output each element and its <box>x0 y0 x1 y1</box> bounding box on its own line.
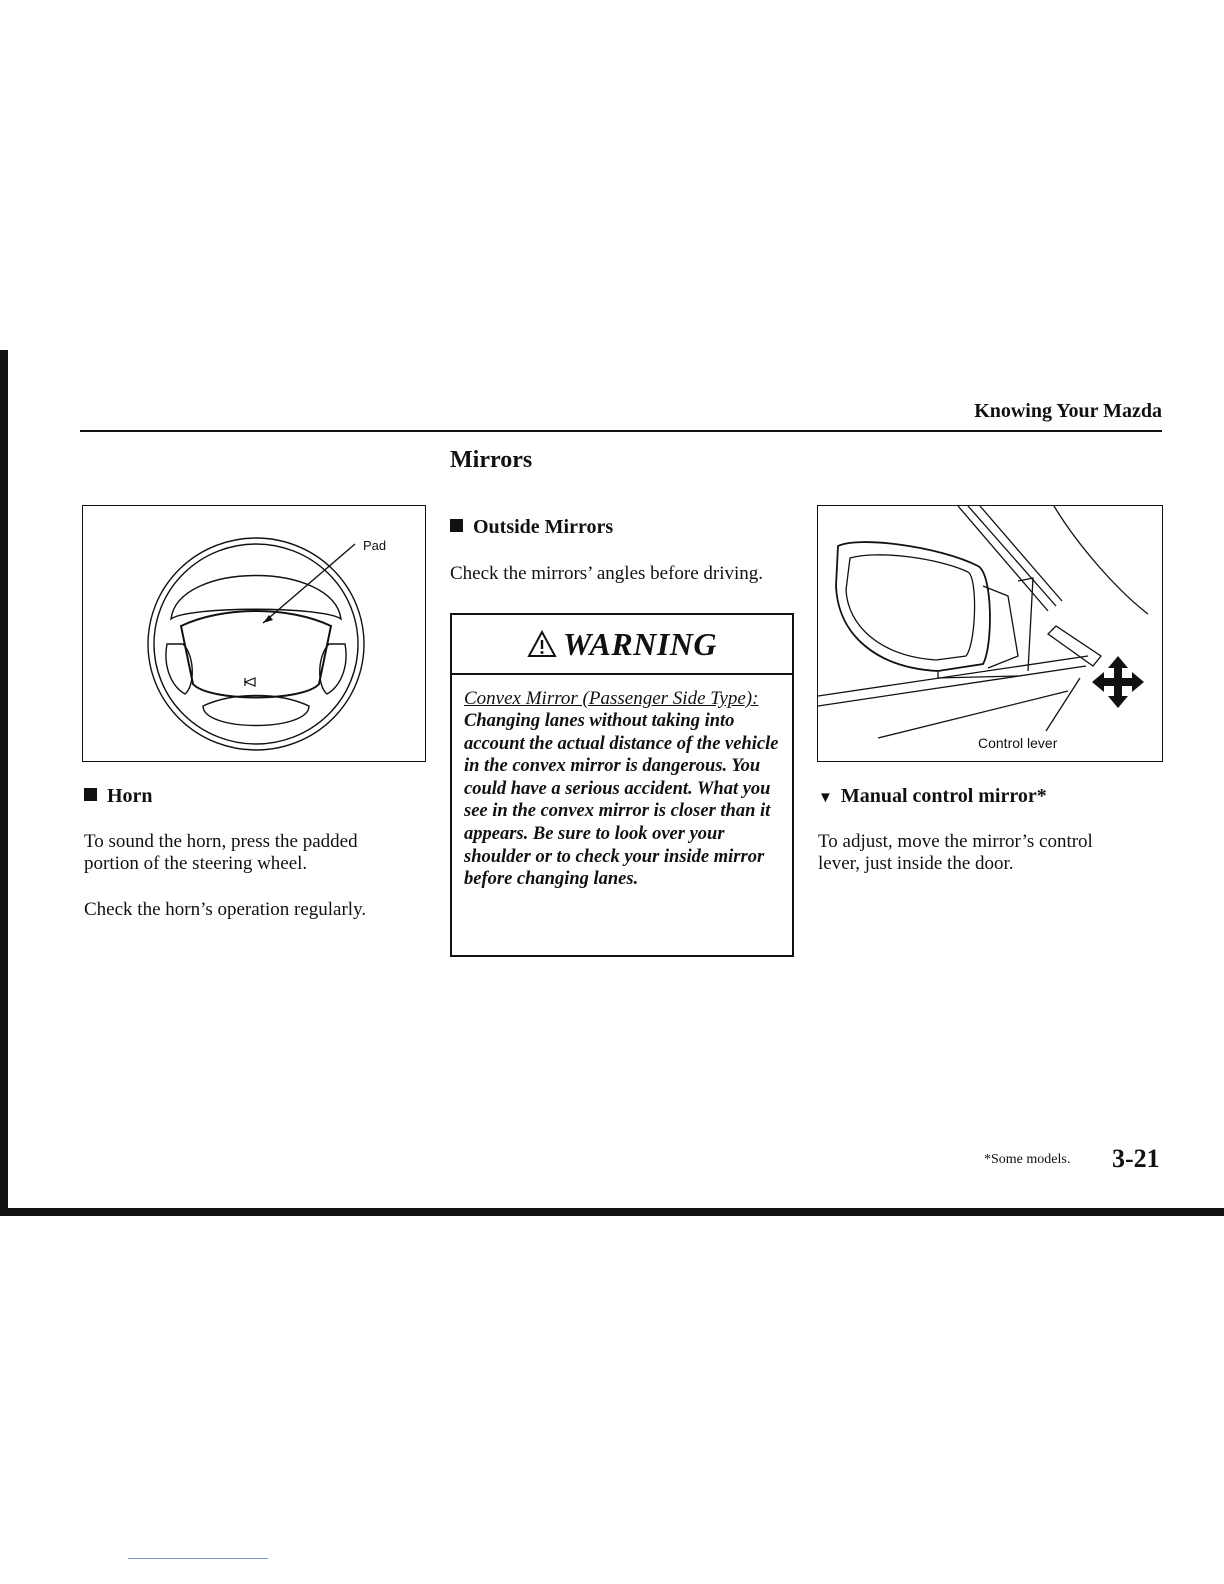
manual-mirror-paragraph: To adjust, move the mirror’s control lever, just inside the door. <box>818 831 1093 874</box>
page-title: Mirrors <box>450 447 533 473</box>
warning-subtitle: Convex Mirror (Passenger Side Type): <box>464 688 759 709</box>
mirror-illustration <box>818 506 1162 761</box>
horn-paragraph-1: To sound the horn, press the padded portion of the steering wheel. <box>84 831 358 874</box>
warning-box <box>450 613 794 957</box>
page-number: 3-21 <box>1112 1144 1160 1173</box>
scan-artifact-line <box>128 1558 268 1559</box>
outside-mirrors-heading: Outside Mirrors <box>450 516 613 539</box>
manual-mirror-heading: ▼ Manual control mirror* <box>818 785 1047 807</box>
header-rule <box>80 430 1162 432</box>
mirror-figure <box>817 505 1163 762</box>
square-bullet-icon <box>450 519 463 532</box>
warning-header <box>452 615 792 675</box>
four-way-arrow-icon <box>1092 656 1144 708</box>
steering-wheel-figure <box>82 505 426 762</box>
footnote: *Some models. <box>984 1152 1071 1167</box>
horn-heading: Horn <box>84 785 153 808</box>
warning-text: Changing lanes without taking into account the actual distance of the vehicle in the convex mirror is dangerous. You could have a serious accident. What you see in the convex mirror is closer than it appears. Be sure to look over your shoulder or to check your inside mirror before changing lanes. <box>464 711 779 890</box>
control-lever-label: Control lever <box>978 735 1058 751</box>
warning-title: WARNING <box>562 625 718 662</box>
warning-triangle-icon <box>527 630 557 658</box>
left-edge-bar <box>0 350 8 1216</box>
bottom-edge-bar <box>0 1208 1224 1216</box>
section-header: Knowing Your Mazda <box>974 400 1162 422</box>
outside-mirrors-paragraph: Check the mirrors’ angles before driving. <box>450 563 764 584</box>
pad-label: Pad <box>363 538 387 553</box>
horn-paragraph-2: Check the horn’s operation regularly. <box>84 899 367 920</box>
square-bullet-icon <box>84 788 97 801</box>
triangle-bullet-icon: ▼ <box>818 790 833 806</box>
